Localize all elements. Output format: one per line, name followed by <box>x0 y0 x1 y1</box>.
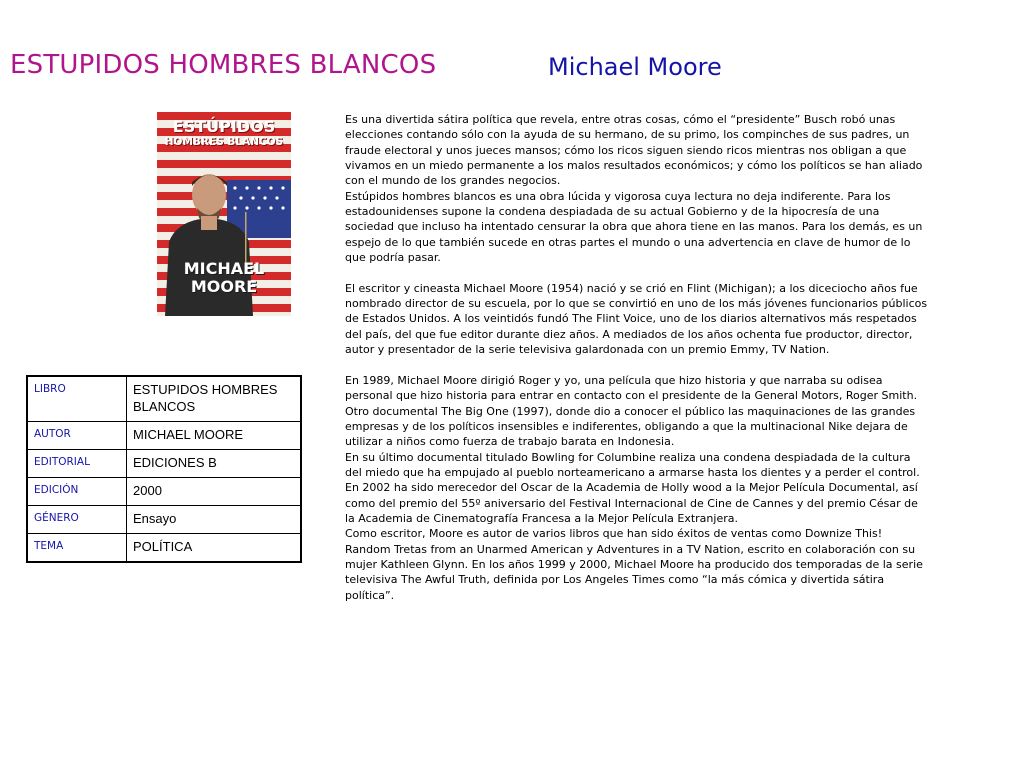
paragraph-writer: Como escritor, Moore es autor de varios libros que han sido éxitos de ventas como Downize This! Random Tretas from an Unarmed American y Adventures in a TV Nation, escrito en colaboración con su mujer Kathleen Glynn. En los años 1999 y 2000, Michael Moore ha producido dos temporadas de la serie televisiva The Awful Truth, definida por Los Angeles Times como “la más cómica y divertida sátira política”. <box>345 527 923 602</box>
book-info-table <box>26 375 302 563</box>
editorial-label: EDITORIAL <box>27 450 127 478</box>
editorial-value: EDICIONES B <box>127 450 302 478</box>
autor-value: MICHAEL MOORE <box>127 422 302 450</box>
table-row <box>27 478 301 506</box>
edicion-label: EDICIÓN <box>27 478 127 506</box>
paragraph-review: Estúpidos hombres blancos es una obra lúcida y vigorosa cuya lectura no deja indiferente. Para los estadounidenses supone la condena despiadada de su actual Gobierno y de la hipocresía de una sociedad que incluso ha intentado censurar la obra que ahora tiene en las manos. Para los demás, es un espejo de lo que también sucede en otras partes el mundo o una advertencia en clave de humor de lo que podría pasar. <box>345 189 923 265</box>
paragraph-biography: El escritor y cineasta Michael Moore (1954) nació y se crió en Flint (Michigan); a los diceciocho años fue nombrado director de su escuela, por lo que se convirtió en uno de los más jóvenes funcionarios públicos de Estados Unidos. A los veintidós fundó The Flint Voice, uno de los diarios alternativos más respetados del país, del que fue editor durante diez años. A mediados de los años ochenta fue productor, director, autor y presentador de la serie televisiva galardonada con un premio Emmy, TV Nation. <box>345 281 928 357</box>
cover-title-line1: ESTÚPIDOS <box>172 117 276 136</box>
edicion-value: 2000 <box>127 478 302 506</box>
table-row <box>27 534 301 563</box>
table-row <box>27 506 301 534</box>
book-cover-image <box>157 112 291 316</box>
genero-value: Ensayo <box>127 506 302 534</box>
genero-label: GÉNERO <box>27 506 127 534</box>
table-row <box>27 450 301 478</box>
paragraph-roger-and-me: En 1989, Michael Moore dirigió Roger y yo, una película que hizo historia y que narraba su odisea personal que hizo historia para entrar en contacto con el presidente de la General Motors, Roger Smith. Otro documental The Big One (1997), donde dio a conocer el público las maquinaciones de las grandes empresas y de los políticos insensibles e indiferentes, obligando a que la multinacional Nike dejara de utilizar a niños como fuerza de trabajo barata en Indonesia. <box>345 373 918 449</box>
tema-label: TEMA <box>27 534 127 563</box>
libro-value: ESTUPIDOS HOMBRES BLANCOS <box>127 376 302 422</box>
table-row <box>27 422 301 450</box>
author-heading: Michael Moore <box>548 53 722 81</box>
cover-author-line2: MOORE <box>190 277 258 296</box>
paragraph-synopsis: Es una divertida sátira política que revela, entre otras cosas, cómo el “presidente” Busch robó unas elecciones contando sólo con la ayuda de su hermano, de su primo, los compinches de sus padres, un fraude electoral y unos jueces mansos; cómo los ricos siguen siendo ricos mientras nos obligan a que vivamos en un miedo permanente a los malos resultados económicos; y cómo los políticos se han aliado con el mundo de los grandes negocios. <box>345 113 923 188</box>
table-row <box>27 376 301 422</box>
page-title: ESTUPIDOS HOMBRES BLANCOS <box>10 50 437 80</box>
cover-title-line2: HOMBRES BLANCOS <box>164 136 284 148</box>
book-description <box>345 112 929 603</box>
autor-label: AUTOR <box>27 422 127 450</box>
cover-author-line1: MICHAEL <box>183 259 265 278</box>
tema-value: POLÍTICA <box>127 534 302 563</box>
libro-label: LIBRO <box>27 376 127 422</box>
paragraph-bowling-for-columbine: En su último documental titulado Bowling for Columbine realiza una condena despiadada de la cultura del miedo que ha empujado al pueblo norteamericano a armarse hasta los dientes y a perder el control. En 2002 ha sido merecedor del Oscar de la Academia de Holly wood a la Mejor Película Documental, así como del premio del 55º aniversario del Festival Internacional de Cine de Cannes y del premio César de la Academia de Cinematografía Francesa a la Mejor Película Extranjera. <box>345 450 920 525</box>
